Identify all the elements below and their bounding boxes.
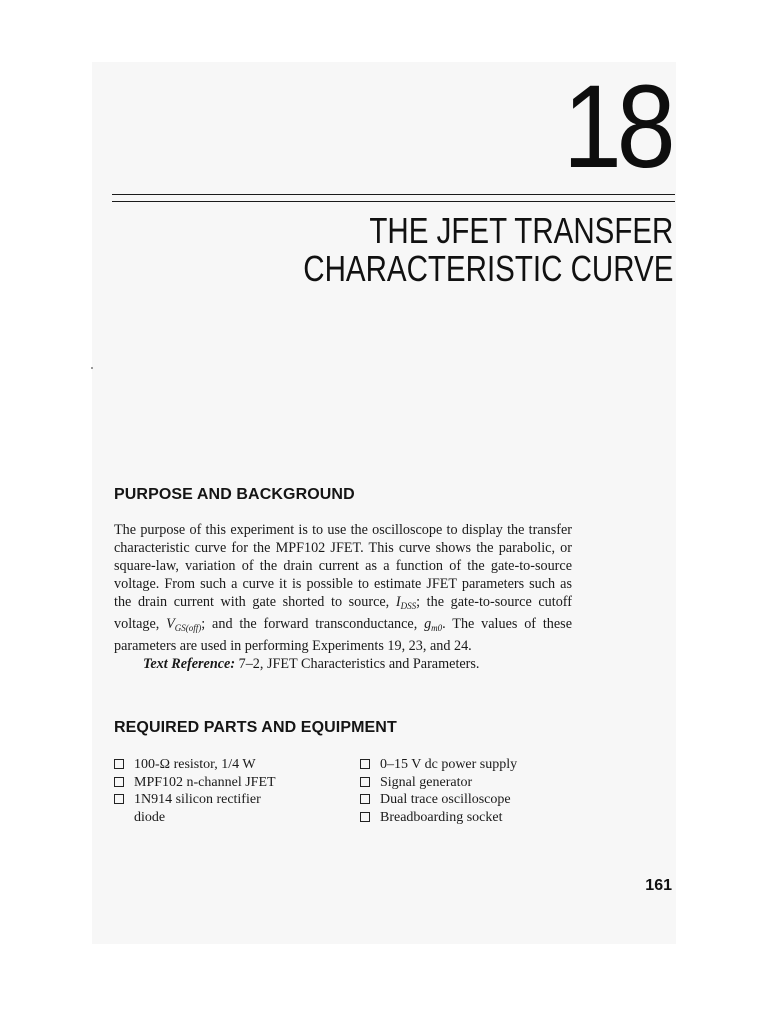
checkbox-icon xyxy=(360,759,370,769)
purpose-heading: PURPOSE AND BACKGROUND xyxy=(114,486,355,503)
parts-heading: REQUIRED PARTS AND EQUIPMENT xyxy=(114,719,397,736)
vgs-off-symbol: $V_{GS(off)}$ xyxy=(166,616,202,633)
gm0-symbol: $g_{m0}$ xyxy=(424,616,443,633)
purpose-text-1: The purpose of this experiment is to use the oscilloscope to display the transfer characteristic curve for the MPF102 JFET. This curve shows the parabolic, or square-law, variation of the drain current as a function of the gate-to-source voltage. From such a curve it is possible to estimate JFET parameters such as the drain current with gate shorted to source, xyxy=(114,522,572,610)
chapter-number: 18 xyxy=(562,61,670,193)
purpose-text-3: ; and the forward transconductance, xyxy=(201,616,425,632)
page-number: 161 xyxy=(645,877,672,894)
purpose-text-4: . The values of these parameters are used in performing Experiments 19, 23, and 24. xyxy=(114,616,573,654)
checkbox-icon xyxy=(114,794,124,804)
list-item: Breadboarding socket xyxy=(360,809,517,827)
scan-speck xyxy=(91,367,93,369)
list-item: 0–15 V dc power supply xyxy=(360,756,517,774)
checkbox-icon xyxy=(360,812,370,822)
checkbox-icon xyxy=(114,777,124,787)
checkbox-icon xyxy=(114,759,124,769)
purpose-paragraph xyxy=(114,521,572,655)
chapter-title-line-2: CHARACTERISTIC CURVE xyxy=(302,248,673,289)
list-item: MPF102 n-channel JFET xyxy=(114,774,276,792)
parts-list-left xyxy=(114,756,276,826)
chapter-title xyxy=(303,212,673,288)
title-rule-bottom xyxy=(112,201,675,202)
purpose-text-2: ; the gate-to-source cutoff voltage, xyxy=(114,594,572,632)
text-reference-label: Text Reference: xyxy=(143,656,236,672)
text-reference xyxy=(114,655,572,673)
checkbox-icon xyxy=(360,777,370,787)
chapter-title-line-1: THE JFET TRANSFER xyxy=(369,210,673,251)
parts-list-right xyxy=(360,756,517,826)
checkbox-icon xyxy=(360,794,370,804)
list-item: 100-Ω resistor, 1/4 W xyxy=(114,756,276,774)
title-rule-top xyxy=(112,194,675,195)
text-reference-value: 7–2, JFET Characteristics and Parameters. xyxy=(235,656,480,672)
list-item: Dual trace oscilloscope xyxy=(360,791,517,809)
list-item: 1N914 silicon rectifier xyxy=(114,791,276,809)
idss-symbol: $I_{DSS}$ xyxy=(395,594,417,611)
list-item: Signal generator xyxy=(360,774,517,792)
purpose-body xyxy=(114,521,572,673)
list-item-continuation: diode xyxy=(134,809,166,825)
